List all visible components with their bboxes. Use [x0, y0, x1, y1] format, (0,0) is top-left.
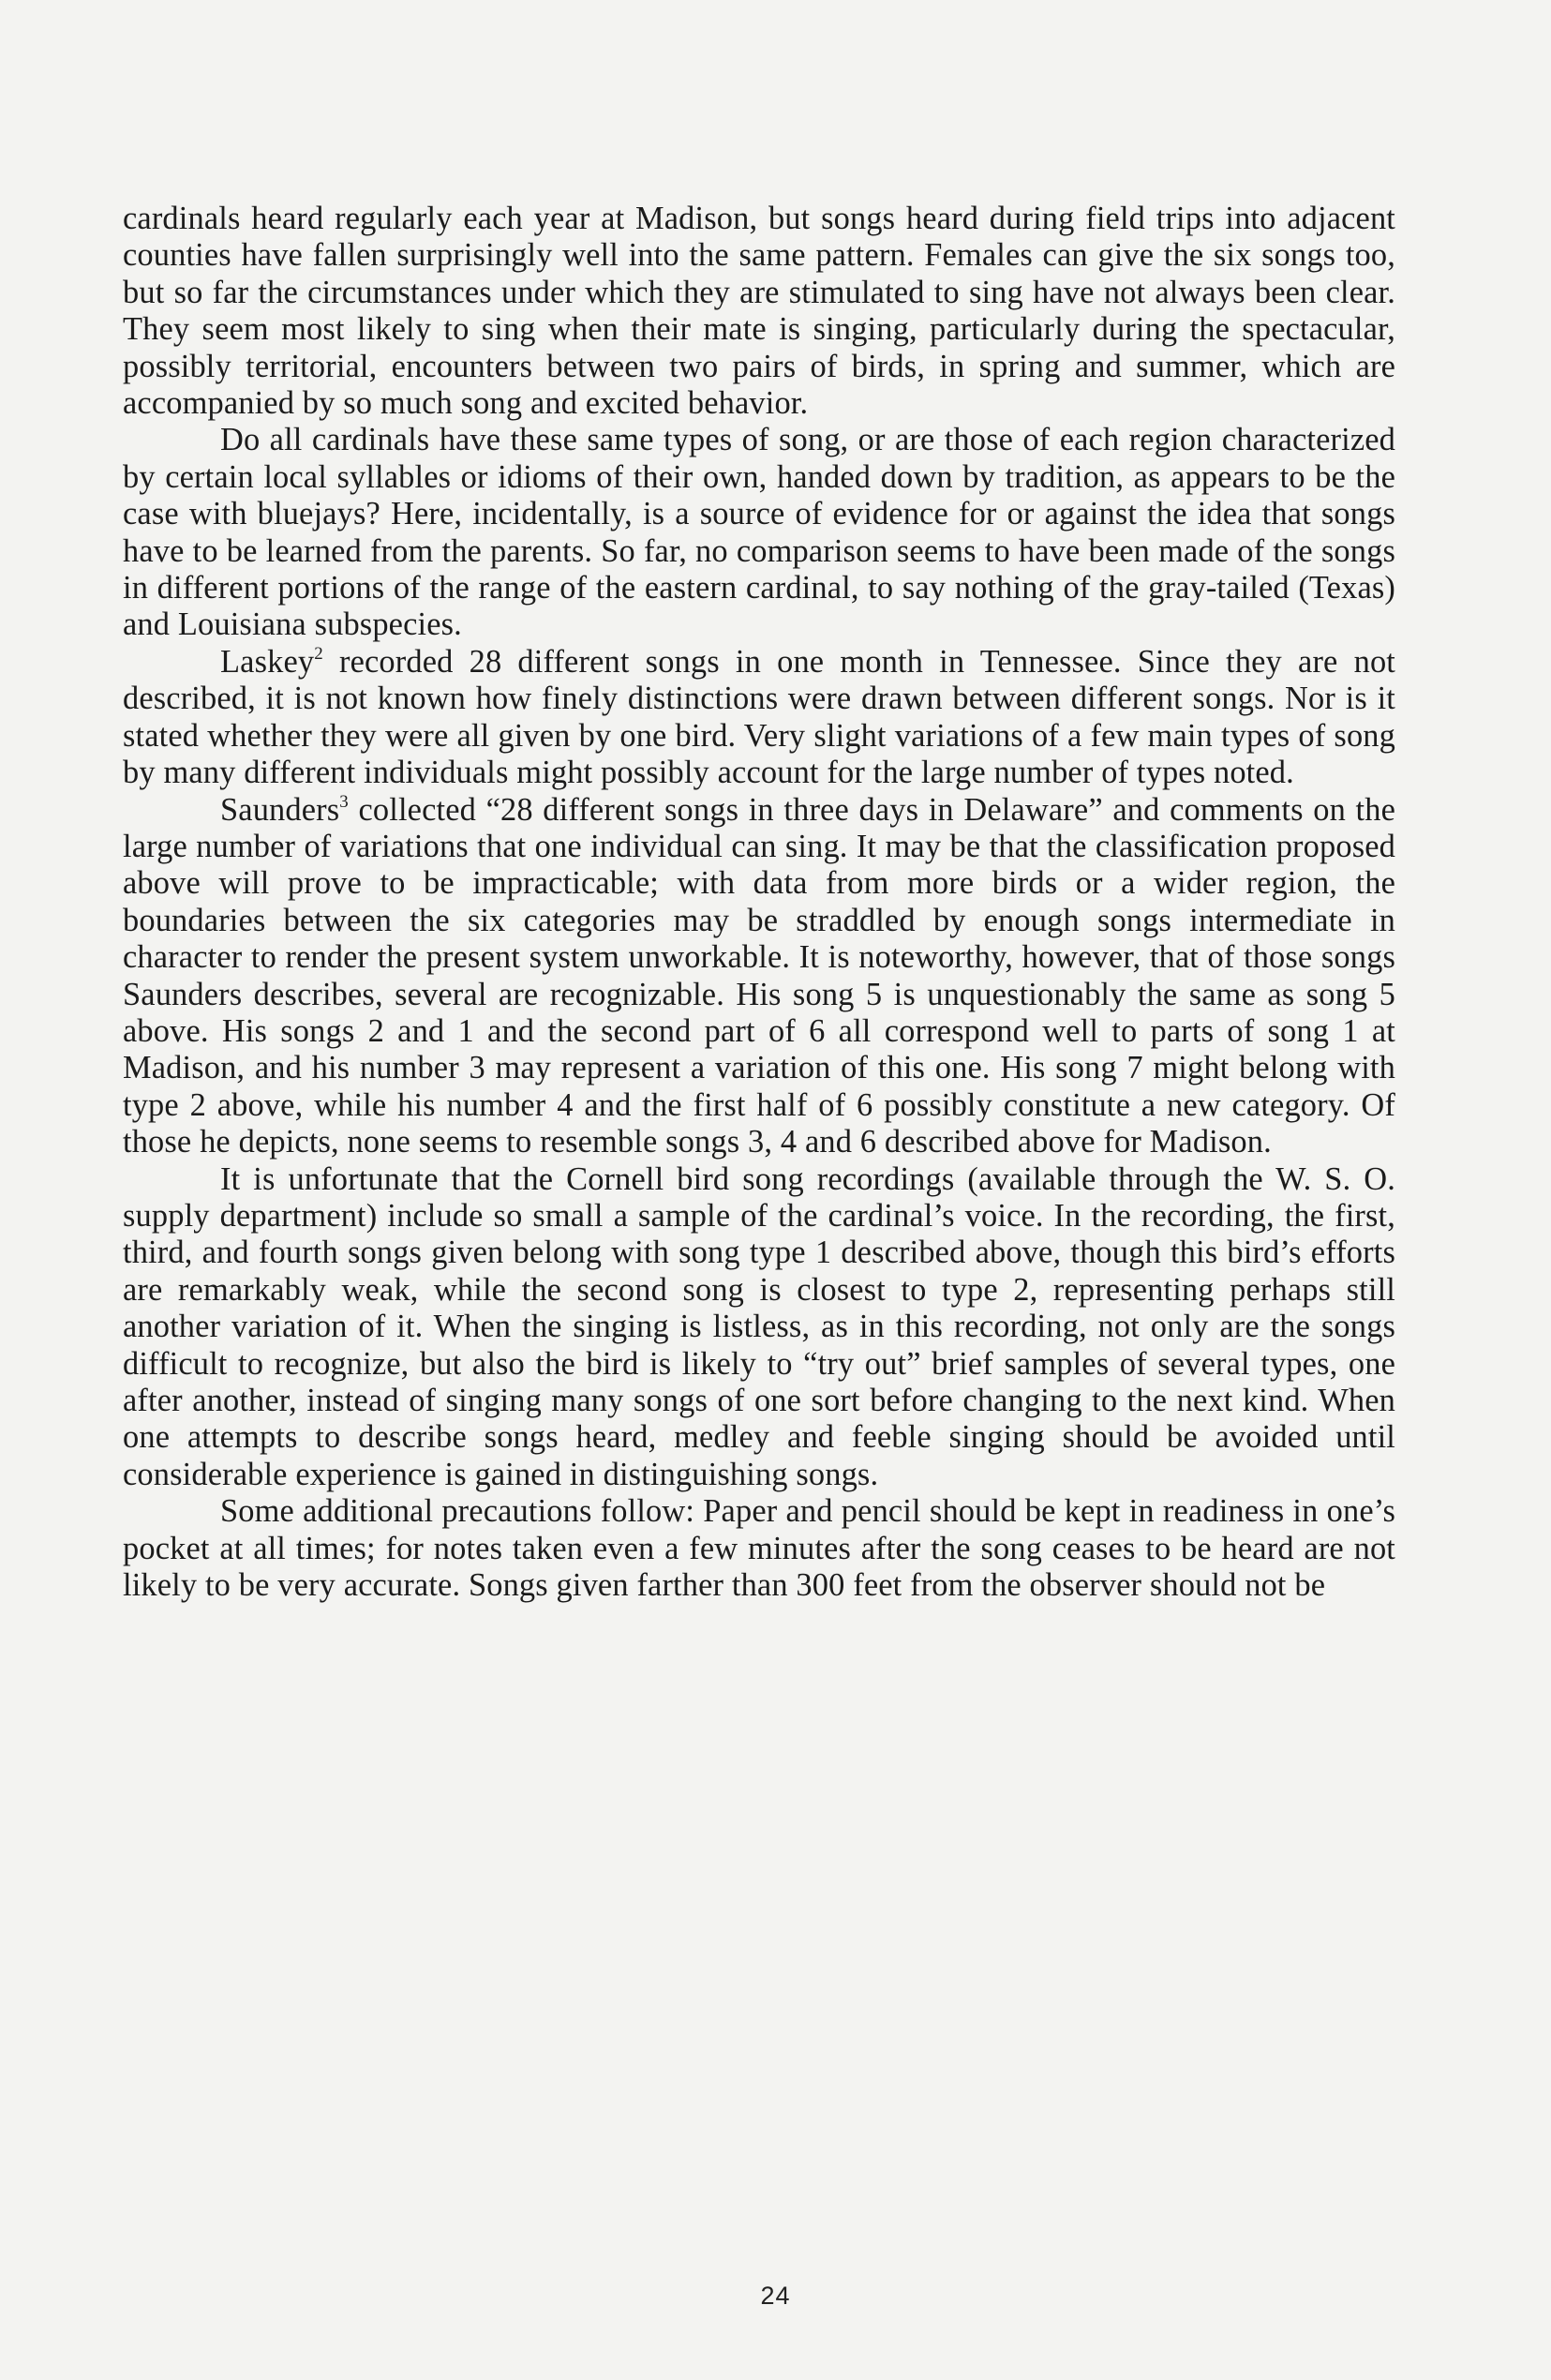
paragraph-5-text: It is unfortunate that the Cornell bird song recordings (available through the W. S. O. supply department) include so small a sample of the cardinal’s voice. In the recording, the first, third, and fourth songs given belong with song type 1 described above, though this bird’s efforts are remarkably weak, while the second song is closest to type 2, representing perhaps still another variation of it. When the singing is listless, as in this recording, not only are the songs difficult to recognize, but also the bird is likely to “try out” brief samples of several types, one after another, instead of singing many songs of one sort before changing to the next kind. When one attempts to describe songs heard, medley and feeble singing should be avoided until considerable experience is gained in distinguishing songs.	[123, 1160, 1395, 1492]
paragraph-5	[123, 1161, 1395, 1494]
paragraph-3	[123, 644, 1395, 792]
paragraph-3-text: recorded 28 different songs in one month in Tennessee. Since they are not described, it is not known how finely distinctions were drawn between different songs. Nor is it stated whether they were all given by one bird. Very slight variations of a few main types of song by many different individuals might possibly account for the large number of types noted.	[123, 643, 1395, 791]
paragraph-4-text: collected “28 different songs in three days in Delaware” and comments on the large number of variations that one individual can sing. It may be that the classification proposed above will prove to be impracticable; with data from more birds or a wider region, the boundaries between the six categories may be straddled by enough songs intermediate in character to render the present system unworkable. It is noteworthy, however, that of those songs Saunders describes, several are recognizable. His song 5 is unquestionably the same as song 5 above. His songs 2 and 1 and the second part of 6 all correspond well to parts of song 1 at Madison, and his number 3 may represent a variation of this one. His song 7 might belong with type 2 above, while his number 4 and the first half of 6 possibly constitute a new category. Of those he depicts, none seems to resemble songs 3, 4 and 6 described above for Madison.	[123, 791, 1395, 1160]
footnote-ref-2: 2	[314, 643, 323, 664]
body-text	[123, 201, 1395, 1604]
footnote-ref-3: 3	[339, 791, 349, 812]
paragraph-6	[123, 1493, 1395, 1604]
page-number: 24	[760, 2282, 791, 2310]
paragraph-2	[123, 422, 1395, 643]
paragraph-1-text: cardinals heard regularly each year at Madison, but songs heard during field trips into adjacent counties have fallen surprisingly well into the same pattern. Females can give the six songs too, but so far the circumstances under which they are stimulated to sing have not always been clear. They seem most likely to sing when their mate is singing, particularly during the spectacular, possibly territorial, encounters between two pairs of birds, in spring and summer, which are accompanied by so much song and excited behavior.	[123, 201, 1395, 422]
author-saunders: Saunders	[220, 791, 340, 828]
paragraph-4	[123, 792, 1395, 1161]
paragraph-2-text: Do all cardinals have these same types of song, or are those of each region characterized by certain local syllables or idioms of their own, handed down by tradition, as appears to be the case with bluejays? Here, incidentally, is a source of evidence for or against the idea that songs have to be learned from the parents. So far, no comparison seems to have been made of the songs in different portions of the range of the eastern cardinal, to say nothing of the gray-tailed (Texas) and Louisiana subspecies.	[123, 422, 1395, 643]
paragraph-1	[123, 201, 1395, 422]
author-laskey: Laskey	[220, 643, 315, 680]
paragraph-6-text: Some additional precautions follow: Paper and pencil should be kept in readiness in one’s pocket at all times; for notes taken even a few minutes after the song ceases to be heard are not likely to be very accurate. Songs given farther than 300 feet from the observer should not be	[123, 1493, 1395, 1604]
